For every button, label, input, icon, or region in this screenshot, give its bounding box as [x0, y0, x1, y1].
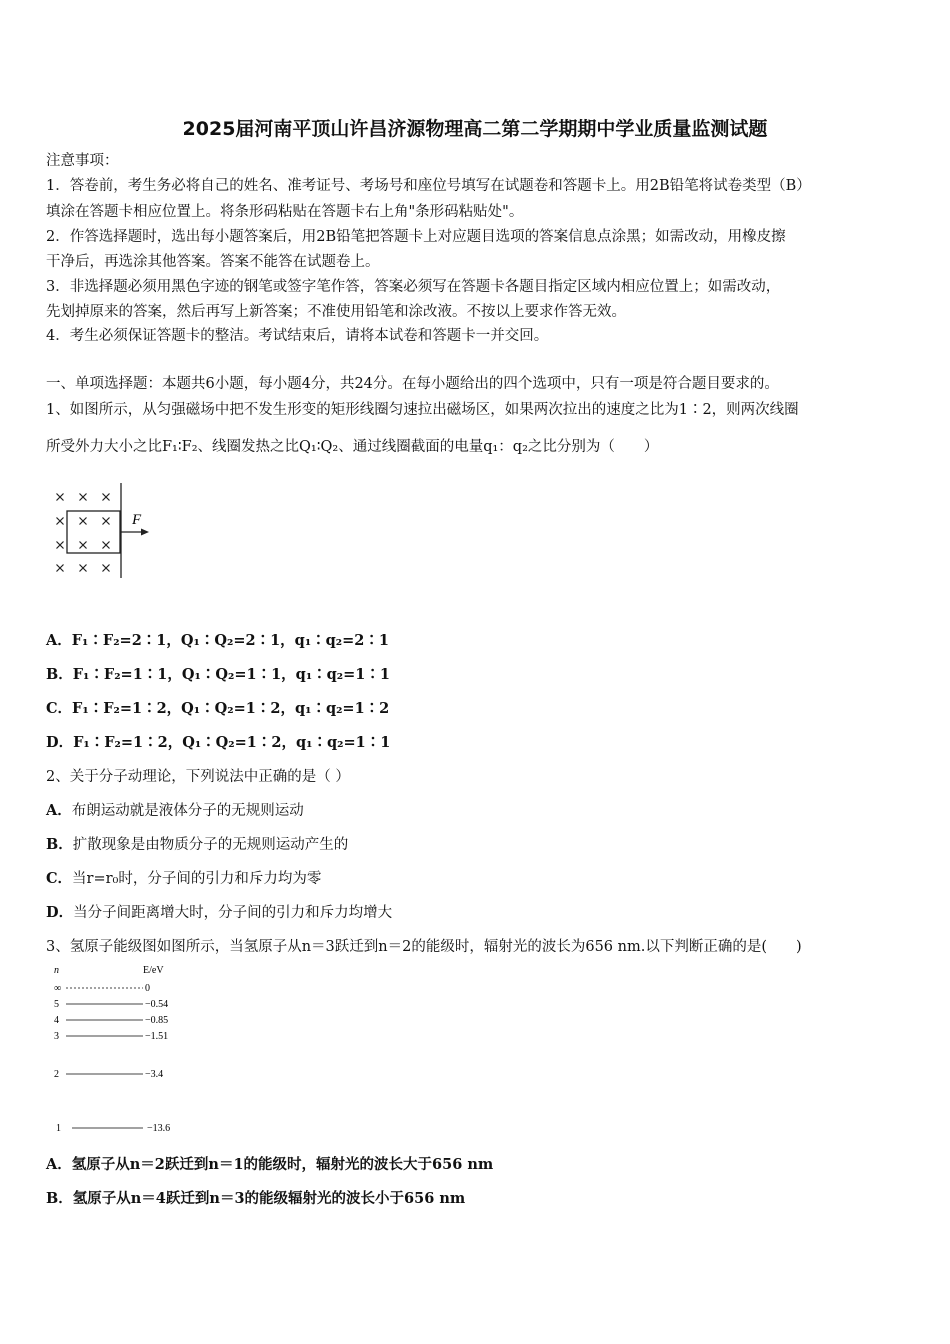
notice-line: 3．非选择题必须用黑色字迹的钢笔或签字笔作答，答案必须写在答题卡各题目指定区域内相应位置上；如需改动， — [46, 279, 781, 295]
notice-line: 4．考生必须保证答题卡的整洁。考试结束后，请将本试卷和答题卡一并交回。 — [46, 328, 549, 344]
level-n-label: 2 — [54, 1069, 59, 1080]
notice-line: 干净后，再选涂其他答案。答案不能答在试题卷上。 — [46, 254, 380, 270]
notice-heading: 注意事项： — [46, 153, 119, 169]
n-axis-label: n — [54, 965, 59, 976]
option-a[interactable] — [46, 801, 304, 821]
question-1-stem-cont: 所受外力大小之比F₁∶F₂、线圈发热之比Q₁∶Q₂、通过线圈截面的电量q₁：q₂之比分别为（ ） — [46, 439, 659, 455]
option-key: B． — [46, 836, 73, 853]
option-text: 当分子间距离增大时，分子间的引力和斥力均增大 — [73, 905, 393, 921]
option-text: 当r=r₀时，分子间的引力和斥力均为零 — [72, 871, 322, 887]
section-heading: 一、单项选择题：本题共6小题，每小题4分，共24分。在每小题给出的四个选项中，只有一项是符合题目要求的。 — [46, 376, 779, 392]
option-text: 扩散现象是由物质分子的无规则运动产生的 — [72, 837, 349, 853]
level-energy-label: 0 — [145, 983, 150, 994]
magnetic-field-figure — [46, 478, 166, 583]
option-text: 氢原子从n＝2跃迁到n＝1的能级时，辐射光的波长大于656 nm — [71, 1156, 494, 1173]
level-n-label: ∞ — [54, 983, 62, 994]
question-1-stem: 1、如图所示，从匀强磁场中把不发生形变的矩形线圈匀速拉出磁场区，如果两次拉出的速度之比为1∶2，则两次线圈 — [46, 402, 799, 418]
e-axis-label: E/eV — [143, 965, 164, 976]
page-title: 2025届河南平顶山许昌济源物理高二第二学期期中学业质量监测试题 — [182, 118, 768, 140]
notice-line: 先划掉原来的答案，然后再写上新答案；不准使用铅笔和涂改液。不按以上要求作答无效。 — [46, 304, 626, 320]
force-label: F — [132, 512, 142, 528]
option-key: C． — [46, 870, 73, 887]
option-b[interactable] — [46, 1189, 465, 1209]
notice-line: 填涂在答题卡相应位置上。将条形码粘贴在答题卡右上角"条形码粘贴处"。 — [46, 204, 524, 220]
level-energy-label: −13.6 — [147, 1123, 171, 1134]
option-key: B． — [46, 666, 73, 683]
question-2-stem: 2、关于分子动理论，下列说法中正确的是（ ） — [46, 769, 350, 785]
option-text: F₁∶F₂=1∶2，Q₁∶Q₂=1∶2，q₁∶q₂=1∶2 — [72, 700, 390, 717]
question-3-stem: 3、氢原子能级图如图所示，当氢原子从n＝3跃迁到n＝2的能级时，辐射光的波长为656 nm.以下判断正确的是( ) — [46, 939, 802, 955]
option-text: F₁∶F₂=1∶1，Q₁∶Q₂=1∶1，q₁∶q₂=1∶1 — [72, 666, 390, 683]
level-energy-label: −3.4 — [145, 1069, 164, 1080]
option-b[interactable] — [46, 835, 348, 855]
option-a[interactable] — [46, 631, 389, 651]
option-text: F₁∶F₂=1∶2，Q₁∶Q₂=1∶2，q₁∶q₂=1∶1 — [73, 734, 391, 751]
option-b[interactable] — [46, 665, 390, 685]
option-d[interactable] — [46, 903, 392, 923]
level-n-label: 4 — [54, 1015, 59, 1026]
option-key: A． — [46, 632, 72, 649]
option-key: A． — [46, 1156, 72, 1173]
option-a[interactable] — [46, 1155, 493, 1175]
notice-line: 1．答卷前，考生务必将自己的姓名、准考证号、考场号和座位号填写在试题卷和答题卡上。用2B铅笔将试卷类型（B） — [46, 178, 811, 194]
level-energy-label: −1.51 — [145, 1031, 169, 1042]
energy-level-diagram — [46, 962, 206, 1142]
option-c[interactable] — [46, 699, 389, 719]
option-key: B． — [46, 1190, 73, 1207]
level-n-label: 1 — [56, 1123, 61, 1134]
level-energy-label: −0.85 — [145, 1015, 169, 1026]
option-text: F₁∶F₂=2∶1，Q₁∶Q₂=2∶1，q₁∶q₂=2∶1 — [71, 632, 389, 649]
level-energy-label: −0.54 — [145, 999, 169, 1010]
option-text: 布朗运动就是液体分子的无规则运动 — [71, 803, 304, 819]
level-n-label: 3 — [54, 1031, 59, 1042]
option-c[interactable] — [46, 869, 321, 889]
option-d[interactable] — [46, 733, 390, 753]
option-key: C． — [46, 700, 73, 717]
option-key: D． — [46, 734, 74, 751]
option-text: 氢原子从n＝4跃迁到n＝3的能级辐射光的波长小于656 nm — [72, 1190, 466, 1207]
option-key: D． — [46, 904, 74, 921]
level-n-label: 5 — [54, 999, 59, 1010]
option-key: A． — [46, 802, 72, 819]
notice-line: 2．作答选择题时，选出每小题答案后，用2B铅笔把答题卡上对应题目选项的答案信息点涂黑；如需改动，用橡皮擦 — [46, 229, 786, 245]
